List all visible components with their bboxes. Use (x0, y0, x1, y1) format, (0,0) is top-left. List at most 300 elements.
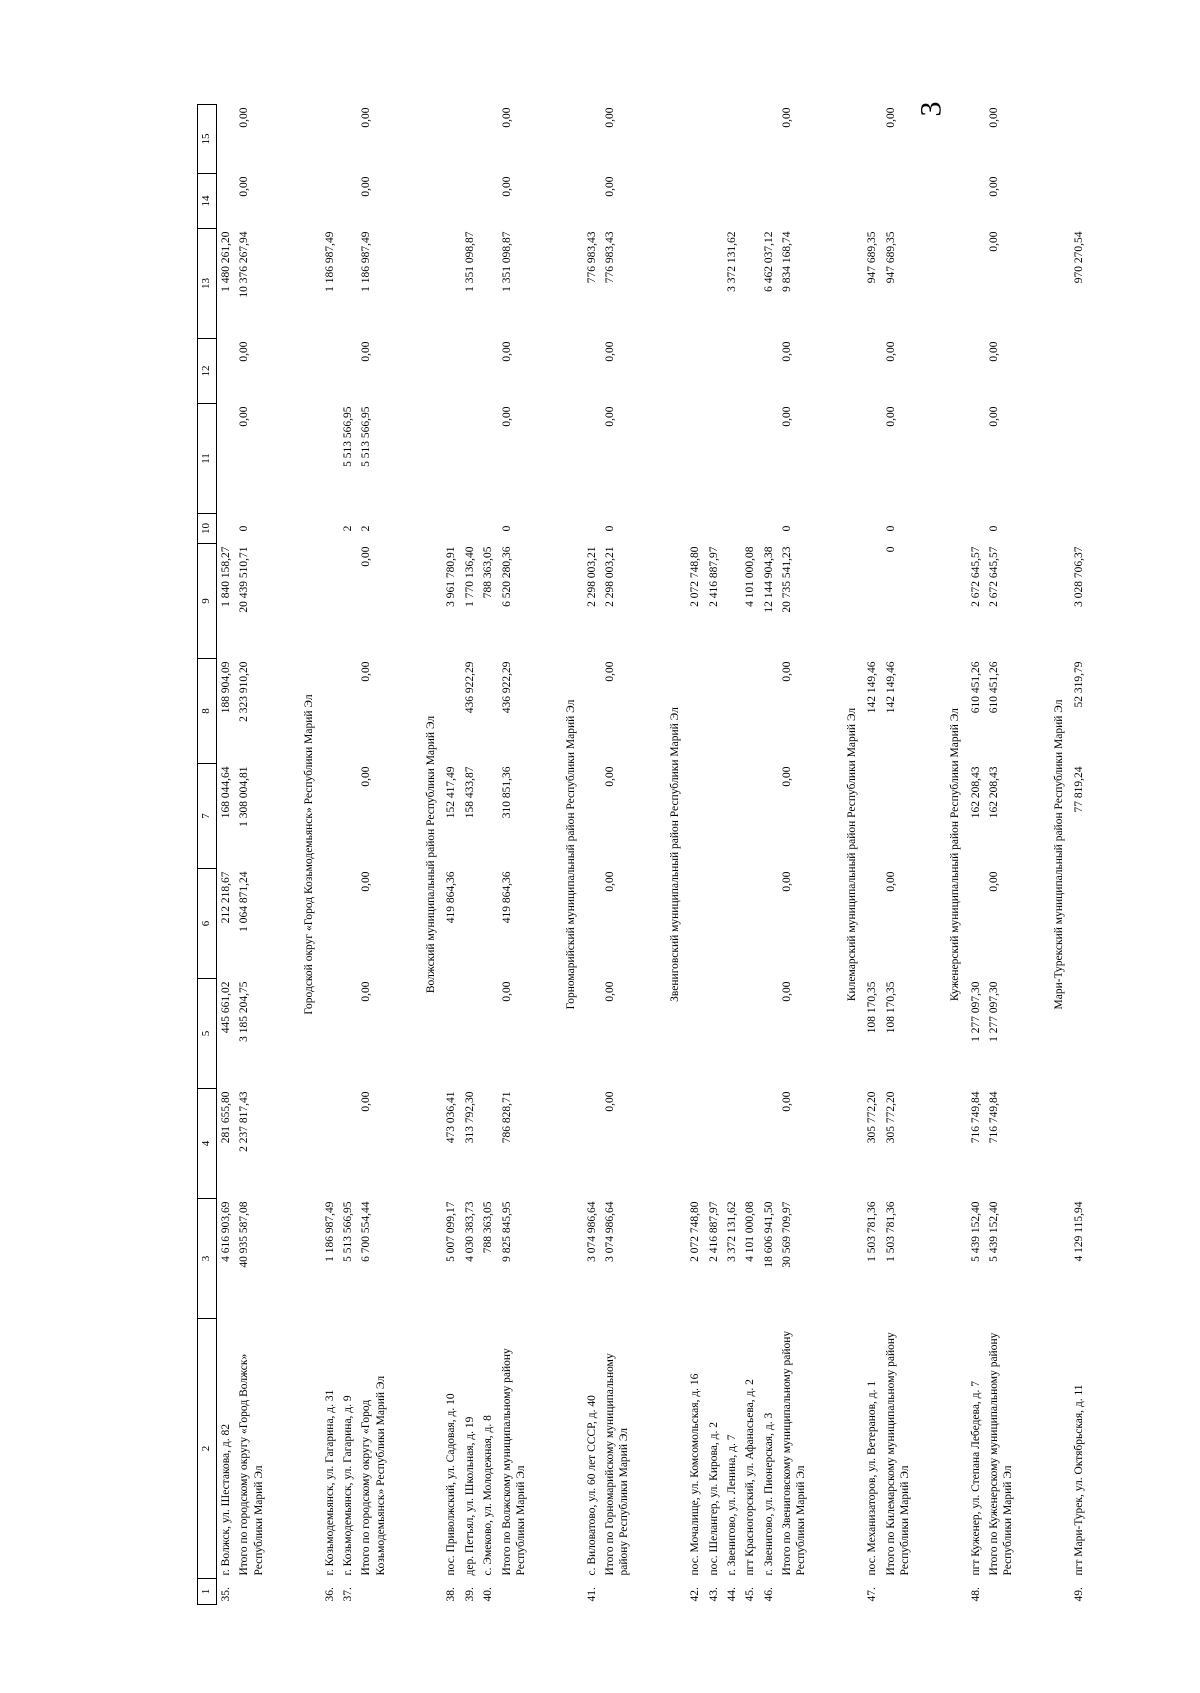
address-cell: пос. Шелангер, ул. Кирова, д. 2 (707, 1422, 720, 1576)
address-cell: Итого по Горномарийскому муниципальному району Республики Марий Эл (604, 1353, 631, 1576)
value-cell-col-13: 6 462 037,12 (762, 231, 775, 292)
value-cell-col-11 (217, 404, 236, 514)
subtotal-row (357, 105, 394, 1605)
value-cell-col-14: 0,00 (500, 176, 513, 197)
value-cell-col-8: 142 149,46 (884, 661, 897, 714)
value-cell-col-13: 10 376 267,94 (238, 231, 251, 298)
value-cell-col-7: 1 308 004,81 (238, 766, 251, 827)
value-cell-col-15: 0,00 (238, 107, 251, 128)
value-cell-col-12: 0,00 (360, 341, 373, 362)
value-cell-col-10 (705, 514, 723, 544)
value-cell-col-15: 0,00 (781, 107, 793, 128)
value-cell-col-4: 473 036,41 (445, 1091, 458, 1144)
group-heading-row (944, 105, 966, 1605)
value-cell-col-14 (217, 174, 236, 229)
value-cell-col-7: 310 851,36 (500, 766, 513, 819)
group-heading-row (298, 105, 320, 1605)
value-cell-col-6 (479, 869, 497, 979)
table-row (760, 105, 778, 1605)
address-cell: пос. Механизаторов, ул. Ветеранов, д. 1 (866, 1380, 879, 1576)
value-cell-col-5: 1 277 097,30 (988, 981, 1000, 1042)
value-cell-col-12 (442, 339, 460, 404)
table-row (339, 105, 357, 1605)
address-cell: г. Звенигово, ул. Пионерская, д. 3 (762, 1412, 775, 1576)
value-cell-col-3: 5 439 152,40 (988, 1201, 1000, 1262)
value-cell-col-8 (760, 659, 778, 764)
value-cell-col-15: 0,00 (604, 107, 616, 128)
value-cell-col-5 (321, 979, 339, 1089)
value-cell-col-13: 9 834 168,74 (781, 231, 793, 292)
group-heading-row (1048, 105, 1070, 1605)
column-number-14: 14 (198, 174, 217, 229)
address-cell: Итого по Килемарскому муниципальному району Республики Марий Эл (884, 1332, 911, 1576)
value-cell-col-12: 0,00 (988, 341, 1000, 362)
row-number (357, 1579, 394, 1605)
value-cell-col-3: 2 416 887,97 (707, 1201, 720, 1262)
value-cell-col-9: 1 770 136,40 (463, 546, 476, 607)
table-row (583, 105, 601, 1605)
value-cell-col-13 (339, 229, 357, 339)
value-cell-col-10: 0 (604, 525, 616, 532)
value-cell-col-14 (1070, 174, 1088, 229)
value-cell-col-4 (741, 1089, 759, 1199)
value-cell-col-4: 786 828,71 (500, 1091, 513, 1144)
value-cell-col-15: 0,00 (988, 107, 1000, 128)
value-cell-col-11 (583, 404, 601, 514)
subtotal-row (882, 105, 919, 1605)
row-number (985, 1579, 1022, 1605)
value-cell-col-12 (967, 339, 985, 404)
value-cell-col-5 (339, 979, 357, 1089)
value-cell-col-3: 788 363,05 (482, 1201, 495, 1254)
row-number: 40. (482, 1587, 495, 1602)
value-cell-col-4 (339, 1089, 357, 1199)
value-cell-col-5 (741, 979, 759, 1089)
value-cell-col-8: 610 451,26 (988, 661, 1000, 714)
value-cell-col-9: 1 840 158,27 (220, 546, 232, 607)
value-cell-col-8 (686, 659, 704, 764)
address-cell: Итого по Звениговскому муниципальному району Республики Марий Эл (781, 1330, 808, 1576)
value-cell-col-8: 436 922,29 (500, 661, 513, 714)
value-cell-col-10 (321, 514, 339, 544)
value-cell-col-10: 0 (500, 525, 513, 532)
value-cell-col-7: 162 208,43 (988, 766, 1000, 819)
value-cell-col-7: 0,00 (360, 766, 373, 787)
row-number: 43. (707, 1587, 720, 1602)
value-cell-col-6 (583, 869, 601, 979)
row-number: 42. (689, 1587, 702, 1602)
value-cell-col-11 (442, 404, 460, 514)
address-cell: пгт Куженер, ул. Степана Лебедева, д. 7 (969, 1380, 982, 1576)
address-cell: Итого по городскому округу «Город Козьмодемьянск» Республики Марий Эл (360, 1375, 387, 1576)
value-cell-col-13: 3 372 131,62 (725, 231, 738, 292)
value-cell-col-9: 3 961 780,91 (445, 546, 458, 607)
value-cell-col-9: 20 735 541,23 (781, 546, 793, 613)
spacer-row (918, 105, 944, 1605)
value-cell-col-4: 0,00 (604, 1091, 616, 1112)
value-cell-col-15: 0,00 (884, 107, 897, 128)
value-cell-col-4: 305 772,20 (884, 1091, 897, 1144)
row-number: 47. (866, 1587, 879, 1602)
row-number (601, 1579, 638, 1605)
row-number: 36. (323, 1587, 336, 1602)
value-cell-col-6: 0,00 (988, 871, 1000, 892)
value-cell-col-13: 1 186 987,49 (323, 231, 336, 292)
value-cell-col-13 (442, 229, 460, 339)
value-cell-col-8: 52 319,79 (1073, 661, 1086, 708)
value-cell-col-5: 3 185 204,75 (238, 981, 251, 1042)
value-cell-col-5: 0,00 (500, 981, 513, 1002)
value-cell-col-4: 716 749,84 (969, 1091, 982, 1144)
value-cell-col-4: 281 655,80 (220, 1091, 232, 1144)
value-cell-col-9: 2 416 887,97 (707, 546, 720, 607)
value-cell-col-9: 6 520 280,36 (500, 546, 513, 607)
value-cell-col-7 (339, 764, 357, 869)
column-number-3: 3 (198, 1199, 217, 1319)
value-cell-col-3: 3 074 986,64 (604, 1201, 616, 1262)
value-cell-col-6 (760, 869, 778, 979)
group-heading-row (664, 105, 686, 1605)
value-cell-col-15 (461, 105, 479, 174)
municipality-heading: Звениговский муниципальный район Республики Марий Эл (668, 707, 681, 1002)
subtotal-row (985, 105, 1022, 1605)
subtotal-row (601, 105, 638, 1605)
value-cell-col-12 (479, 339, 497, 404)
value-cell-col-10: 2 (360, 525, 373, 532)
value-cell-col-4: 0,00 (360, 1091, 373, 1112)
value-cell-col-12 (760, 339, 778, 404)
value-cell-col-5 (479, 979, 497, 1089)
address-cell: дер. Петъял, ул. Школьная, д. 19 (463, 1416, 476, 1576)
row-number: 39. (463, 1587, 476, 1602)
value-cell-col-11: 5 513 566,95 (360, 406, 373, 467)
value-cell-col-13 (705, 229, 723, 339)
value-cell-col-10 (967, 514, 985, 544)
value-cell-col-5 (723, 979, 741, 1089)
row-number: 41. (585, 1587, 598, 1602)
address-cell: с. Эмеково, ул. Молодежная, д. 8 (482, 1415, 495, 1576)
value-cell-col-8: 0,00 (360, 661, 373, 682)
column-number-4: 4 (198, 1089, 217, 1199)
row-number: 48. (969, 1587, 982, 1602)
value-cell-col-4 (321, 1089, 339, 1199)
address-cell: пгт Мари-Турек, ул. Октябрьская, д. 11 (1073, 1384, 1086, 1576)
value-cell-col-3: 30 569 709,97 (781, 1201, 793, 1268)
value-cell-col-12: 0,00 (781, 341, 793, 362)
value-cell-col-5: 0,00 (604, 981, 616, 1002)
value-cell-col-13: 1 186 987,49 (360, 231, 373, 292)
value-cell-col-3: 40 935 587,08 (238, 1201, 251, 1268)
row-number (778, 1579, 815, 1605)
column-number-15: 15 (198, 105, 217, 174)
row-number: 44. (725, 1587, 738, 1602)
value-cell-col-6 (967, 869, 985, 979)
value-cell-col-12 (583, 339, 601, 404)
value-cell-col-9: 2 298 003,21 (604, 546, 616, 607)
value-cell-col-15 (321, 105, 339, 174)
value-cell-col-12 (217, 339, 236, 404)
value-cell-col-14: 0,00 (360, 176, 373, 197)
value-cell-col-6 (705, 869, 723, 979)
value-cell-col-6 (723, 869, 741, 979)
value-cell-col-14 (479, 174, 497, 229)
value-cell-col-8 (723, 659, 741, 764)
address-cell: пос. Мочалище, ул. Комсомольская, д. 16 (689, 1373, 702, 1576)
value-cell-col-3: 6 700 554,44 (360, 1201, 373, 1262)
value-cell-col-3: 4 101 000,08 (744, 1201, 757, 1262)
value-cell-col-3: 4 030 383,73 (463, 1201, 476, 1262)
column-number-7: 7 (198, 764, 217, 869)
value-cell-col-9: 4 101 000,08 (744, 546, 757, 607)
value-cell-col-6: 419 864,36 (500, 871, 513, 924)
value-cell-col-7: 158 433,87 (463, 766, 476, 819)
value-cell-col-13: 1 351 098,87 (500, 231, 513, 292)
value-cell-col-13: 970 270,54 (1073, 231, 1086, 284)
column-number-9: 9 (198, 544, 217, 659)
value-cell-col-11 (863, 404, 881, 514)
value-cell-col-4 (686, 1089, 704, 1199)
municipality-heading: Волжский муниципальный район Республики Марий Эл (425, 715, 437, 994)
value-cell-col-7: 0,00 (604, 766, 616, 787)
table-row (863, 105, 881, 1605)
rotated-table-sheet (197, 105, 1086, 1605)
value-cell-col-15: 0,00 (360, 107, 373, 128)
value-cell-col-14 (442, 174, 460, 229)
value-cell-col-9: 12 144 904,38 (762, 546, 775, 613)
address-cell: г. Козьмодемьянск, ул. Гагарина, д. 31 (323, 1389, 336, 1576)
value-cell-col-11: 0,00 (500, 406, 513, 427)
value-cell-col-7: 168 044,64 (220, 766, 232, 819)
value-cell-col-5 (1070, 979, 1088, 1089)
value-cell-col-6: 0,00 (781, 871, 793, 892)
table-body (217, 105, 1089, 1605)
subtotal-row (498, 105, 535, 1605)
spacer-row (394, 105, 420, 1605)
value-cell-col-4: 0,00 (781, 1091, 793, 1112)
value-cell-col-15 (339, 105, 357, 174)
value-cell-col-9: 2 672 645,57 (988, 546, 1000, 607)
row-number: 35. (220, 1587, 232, 1602)
value-cell-col-3: 1 503 781,36 (884, 1201, 897, 1262)
value-cell-col-7 (705, 764, 723, 869)
value-cell-col-11 (967, 404, 985, 514)
table-row (686, 105, 704, 1605)
spacer-row (815, 105, 841, 1605)
value-cell-col-15 (686, 105, 704, 174)
value-cell-col-6: 0,00 (604, 871, 616, 892)
value-cell-col-15 (863, 105, 881, 174)
column-number-12: 12 (198, 339, 217, 404)
value-cell-col-5 (442, 979, 460, 1089)
value-cell-col-4: 305 772,20 (866, 1091, 879, 1144)
value-cell-col-5: 108 170,35 (866, 981, 879, 1034)
value-cell-col-15 (479, 105, 497, 174)
value-cell-col-3: 4 616 903,69 (220, 1201, 232, 1262)
subtotal-row (235, 105, 272, 1605)
value-cell-col-11 (741, 404, 759, 514)
value-cell-col-12 (741, 339, 759, 404)
value-cell-col-12: 0,00 (604, 341, 616, 362)
spacer-row (638, 105, 664, 1605)
value-cell-col-15 (967, 105, 985, 174)
value-cell-col-8: 188 904,09 (220, 661, 232, 714)
row-number: 46. (762, 1587, 775, 1602)
value-cell-col-5: 445 661,02 (220, 981, 232, 1034)
value-cell-col-12: 0,00 (238, 341, 251, 362)
value-cell-col-8: 610 451,26 (969, 661, 982, 714)
group-heading-row (560, 105, 582, 1605)
value-cell-col-5 (686, 979, 704, 1089)
value-cell-col-11 (686, 404, 704, 514)
value-cell-col-14 (461, 174, 479, 229)
value-cell-col-12 (863, 339, 881, 404)
value-cell-col-9: 2 298 003,21 (585, 546, 598, 607)
value-cell-col-13: 947 689,35 (884, 231, 897, 284)
value-cell-col-11: 0,00 (781, 406, 793, 427)
value-cell-col-5 (705, 979, 723, 1089)
value-cell-col-14 (882, 174, 919, 229)
value-cell-col-12 (723, 339, 741, 404)
value-cell-col-8 (442, 659, 460, 764)
value-cell-col-14 (686, 174, 704, 229)
value-cell-col-6 (863, 869, 881, 979)
value-cell-col-7: 77 819,24 (1073, 766, 1086, 813)
value-cell-col-3: 1 186 987,49 (323, 1201, 336, 1262)
value-cell-col-3: 9 825 845,95 (500, 1201, 513, 1262)
value-cell-col-14: 0,00 (604, 176, 616, 197)
value-cell-col-15 (741, 105, 759, 174)
value-cell-col-13 (479, 229, 497, 339)
value-cell-col-4 (705, 1089, 723, 1199)
municipality-heading: Горномарийский муниципальный район Республики Марий Эл (565, 699, 578, 1010)
value-cell-col-10 (1070, 514, 1088, 544)
value-cell-col-9: 3 028 706,37 (1073, 546, 1086, 607)
value-cell-col-11 (705, 404, 723, 514)
value-cell-col-9 (863, 544, 881, 659)
value-cell-col-14: 0,00 (238, 176, 251, 197)
value-cell-col-5 (760, 979, 778, 1089)
value-cell-col-10 (741, 514, 759, 544)
value-cell-col-5: 0,00 (360, 981, 373, 1002)
row-number (235, 1579, 272, 1605)
value-cell-col-14 (778, 174, 815, 229)
value-cell-col-3: 3 074 986,64 (585, 1201, 598, 1262)
value-cell-col-10: 2 (341, 525, 354, 532)
value-cell-col-12 (686, 339, 704, 404)
value-cell-col-15 (705, 105, 723, 174)
value-cell-col-9 (723, 544, 741, 659)
value-cell-col-14 (863, 174, 881, 229)
value-cell-col-3: 5 439 152,40 (969, 1201, 982, 1262)
value-cell-col-11: 0,00 (604, 406, 616, 427)
value-cell-col-13: 0,00 (988, 231, 1000, 252)
table-row (442, 105, 460, 1605)
value-cell-col-14 (967, 174, 985, 229)
spacer-row (272, 105, 298, 1605)
value-cell-col-10: 0 (988, 525, 1000, 532)
value-cell-col-6: 0,00 (884, 871, 897, 892)
value-cell-col-7 (479, 764, 497, 869)
value-cell-col-12 (339, 339, 357, 404)
value-cell-col-7 (741, 764, 759, 869)
value-cell-col-10 (217, 514, 236, 544)
value-cell-col-13 (741, 229, 759, 339)
value-cell-col-4 (583, 1089, 601, 1199)
value-cell-col-3: 3 372 131,62 (725, 1201, 738, 1262)
page-number: 3 (914, 101, 948, 117)
table-row (967, 105, 985, 1605)
value-cell-col-4: 2 237 817,43 (238, 1091, 251, 1152)
value-cell-col-8: 2 323 910,20 (238, 661, 251, 722)
value-cell-col-12: 0,00 (500, 341, 513, 362)
table-row (705, 105, 723, 1605)
value-cell-col-9: 788 363,05 (482, 546, 495, 599)
value-cell-col-8: 0,00 (781, 661, 793, 682)
value-cell-col-9 (321, 544, 339, 659)
value-cell-col-7 (723, 764, 741, 869)
value-cell-col-10 (723, 514, 741, 544)
subtotal-row (778, 105, 815, 1605)
value-cell-col-6: 419 864,36 (445, 871, 458, 924)
value-cell-col-6 (339, 869, 357, 979)
column-number-2: 2 (198, 1319, 217, 1579)
value-cell-col-10: 0 (781, 525, 793, 532)
column-number-5: 5 (198, 979, 217, 1089)
value-cell-col-13: 1 480 261,20 (220, 231, 232, 292)
value-cell-col-8 (339, 659, 357, 764)
value-cell-col-8: 142 149,46 (866, 661, 879, 714)
group-heading-row (420, 105, 442, 1605)
value-cell-col-3: 1 503 781,36 (866, 1201, 879, 1262)
value-cell-col-13: 1 351 098,87 (463, 231, 476, 292)
value-cell-col-9 (339, 544, 357, 659)
address-cell: с. Виловатово, ул. 60 лет СССР, д. 40 (585, 1395, 598, 1576)
value-cell-col-6 (1070, 869, 1088, 979)
value-cell-col-10 (760, 514, 778, 544)
value-cell-col-3: 18 606 941,50 (762, 1201, 775, 1268)
table-row (461, 105, 479, 1605)
value-cell-col-9: 2 672 645,57 (969, 546, 982, 607)
value-cell-col-10 (461, 514, 479, 544)
value-cell-col-11: 0,00 (988, 406, 1000, 427)
value-cell-col-13 (967, 229, 985, 339)
value-cell-col-6 (321, 869, 339, 979)
address-cell: пос. Приволжский, ул. Садовая, д. 10 (445, 1393, 458, 1576)
value-cell-col-6 (461, 869, 479, 979)
value-cell-col-11 (1070, 404, 1088, 514)
column-number-10: 10 (198, 514, 217, 544)
value-cell-col-12: 0,00 (884, 341, 897, 362)
table-row (217, 105, 236, 1605)
register-table (197, 101, 1089, 1605)
value-cell-col-14 (741, 174, 759, 229)
value-cell-col-11 (760, 404, 778, 514)
value-cell-col-7: 152 417,49 (445, 766, 458, 819)
row-number: 37. (341, 1587, 354, 1602)
value-cell-col-11 (321, 404, 339, 514)
value-cell-col-11: 0,00 (238, 406, 251, 427)
value-cell-col-5: 0,00 (781, 981, 793, 1002)
municipality-heading: Городской округ «Город Козьмодемьянск» Республики Марий Эл (303, 694, 316, 1015)
value-cell-col-8 (741, 659, 759, 764)
spacer-row (1022, 105, 1048, 1605)
value-cell-col-6 (741, 869, 759, 979)
table-row (1070, 105, 1088, 1605)
value-cell-col-9: 0,00 (360, 546, 373, 567)
municipality-heading: Килемарский муниципальный район Республики Марий Эл (845, 707, 858, 1002)
value-cell-col-11 (479, 404, 497, 514)
value-cell-col-14 (705, 174, 723, 229)
